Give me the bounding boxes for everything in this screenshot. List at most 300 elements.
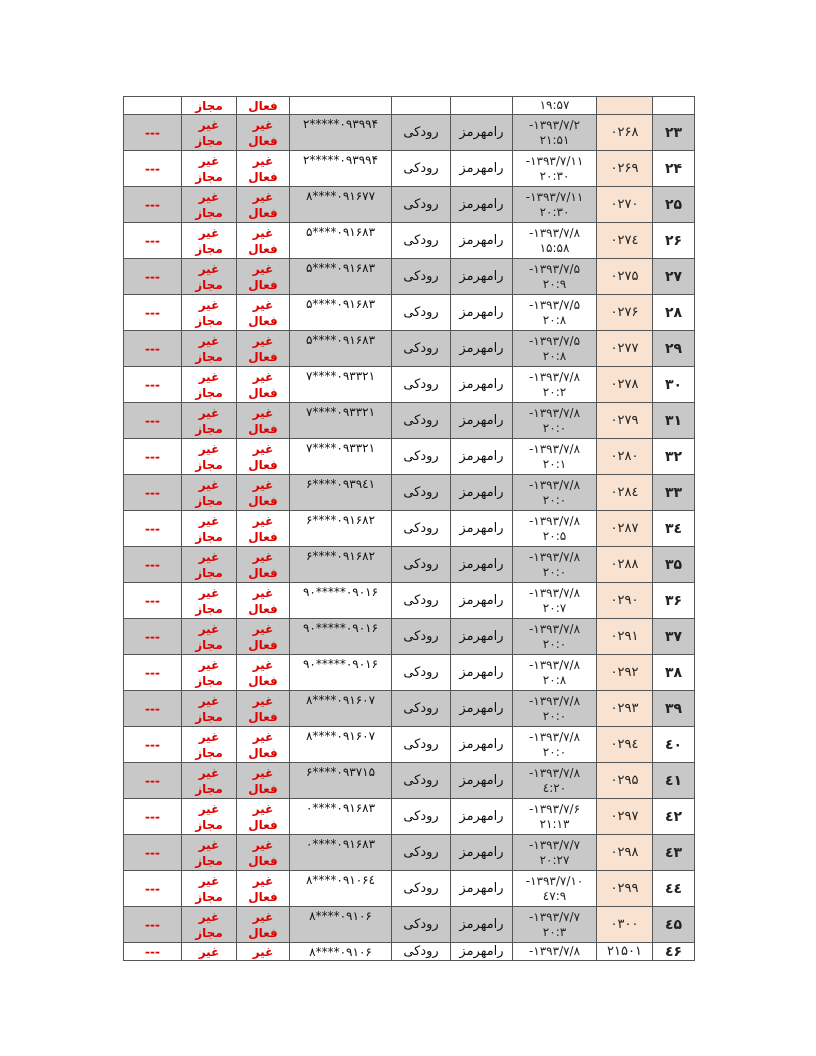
- table-row: [124, 583, 695, 619]
- cell-row-number: ۲۷: [653, 259, 695, 295]
- active-status-line2: فعال: [248, 421, 278, 436]
- cell-allowed-status: [182, 763, 237, 799]
- time-text: ۹:٤۷: [542, 888, 567, 903]
- cell-code: ۰۲۸۸: [597, 547, 653, 583]
- time-text: ۲۰:۰: [542, 744, 567, 759]
- active-status-text: فعال: [248, 98, 278, 113]
- cell-city: رامهرمز: [451, 799, 513, 835]
- cell-city: رامهرمز: [451, 763, 513, 799]
- cell-date: [513, 151, 597, 187]
- cell-city: رامهرمز: [451, 151, 513, 187]
- cell-area: رودکی: [392, 439, 451, 475]
- cell-note: ---: [124, 763, 182, 799]
- cell-note: ---: [124, 187, 182, 223]
- cell-phone: ۰۹۰۱۶*****۹۰: [290, 655, 392, 691]
- cell-code: ۲۱۵۰۱: [597, 943, 653, 961]
- cell-date: [513, 187, 597, 223]
- allowed-status-line1: غیر: [198, 909, 220, 924]
- cell-city: رامهرمز: [451, 691, 513, 727]
- cell-allowed-status: [182, 655, 237, 691]
- cell-code: ۰۲۹۰: [597, 583, 653, 619]
- cell-code: ۰۳۰۰: [597, 907, 653, 943]
- table-row: [124, 295, 695, 331]
- cell-note: ---: [124, 655, 182, 691]
- cell-date: [513, 835, 597, 871]
- cell-allowed-status: [182, 547, 237, 583]
- table-row: [124, 403, 695, 439]
- cell-code: ۰۲۷۶: [597, 295, 653, 331]
- cell-note: ---: [124, 223, 182, 259]
- cell-note: ---: [124, 115, 182, 151]
- cell-active-status: [237, 835, 290, 871]
- table-row: [124, 115, 695, 151]
- cell-row-number: ۲۳: [653, 115, 695, 151]
- active-status-line2: فعال: [248, 457, 278, 472]
- cell-area: رودکی: [392, 727, 451, 763]
- cell-phone: ۰۹۱۶۸۳****۵: [290, 223, 392, 259]
- time-text: ۲۰:۸: [542, 348, 567, 363]
- cell-phone: ۰۹۱۶۸۲****۶: [290, 511, 392, 547]
- allowed-status-line2: مجاز: [195, 349, 223, 364]
- cell-active-status: غیر: [237, 943, 290, 961]
- cell-allowed-status: [182, 187, 237, 223]
- active-status-line2: فعال: [248, 637, 278, 652]
- active-status-line2: فعال: [248, 673, 278, 688]
- table-row: [124, 439, 695, 475]
- active-status-line2: فعال: [248, 205, 278, 220]
- time-text: ۲۰:۰: [542, 420, 567, 435]
- cell-code: ۰۲۹۱: [597, 619, 653, 655]
- allowed-status-line1: غیر: [198, 513, 220, 528]
- active-status-line1: غیر: [252, 693, 274, 708]
- cell-allowed-status: غیر: [182, 943, 237, 961]
- cell-row-number: ٤۰: [653, 727, 695, 763]
- cell-active-status: [237, 475, 290, 511]
- cell-date: [513, 619, 597, 655]
- allowed-status-line1: غیر: [198, 621, 220, 636]
- cell-allowed-status: [182, 583, 237, 619]
- active-status-line2: فعال: [248, 349, 278, 364]
- cell-row-number: ٤۳: [653, 835, 695, 871]
- cell-code: ۰۲۷۰: [597, 187, 653, 223]
- time-text: ۲۰:۵: [542, 528, 567, 543]
- cell-phone: ۰۹۳۹۹۴*****۲: [290, 151, 392, 187]
- time-text: ۲۰:۰: [542, 636, 567, 651]
- table-row: [124, 907, 695, 943]
- cell-city: رامهرمز: [451, 871, 513, 907]
- allowed-status-line1: غیر: [198, 369, 220, 384]
- time-text: ۱۵:۵۸: [539, 240, 570, 255]
- active-status-line2: فعال: [248, 601, 278, 616]
- time-text: ۲۰:٤: [542, 780, 567, 795]
- date-text: ۱۳۹۳/۷/۸-: [528, 729, 581, 744]
- cell-date: [513, 331, 597, 367]
- cell-active-status: [237, 763, 290, 799]
- time-text: ۲۱:۵۱: [539, 132, 570, 147]
- allowed-status-line2: مجاز: [195, 673, 223, 688]
- cell-area: رودکی: [392, 691, 451, 727]
- cell-city: رامهرمز: [451, 439, 513, 475]
- allowed-status-line2: مجاز: [195, 169, 223, 184]
- cell-active-status: [237, 511, 290, 547]
- time-text: ۲۰:۳: [542, 924, 567, 939]
- active-status-line2: فعال: [248, 781, 278, 796]
- cell-row-number: ۳۱: [653, 403, 695, 439]
- allowed-status-line1: غیر: [198, 585, 220, 600]
- cell-phone: ۰۹۳۳۲۱****۷: [290, 439, 392, 475]
- allowed-status-line2: مجاز: [195, 133, 223, 148]
- cell-date: [513, 583, 597, 619]
- cell-phone: ۰۹۱۰۶٤****۸: [290, 871, 392, 907]
- active-status-line1: غیر: [252, 873, 274, 888]
- cell-area: رودکی: [392, 115, 451, 151]
- cell-phone: ۰۹۰۱۶*****۹۰: [290, 583, 392, 619]
- allowed-status-line2: مجاز: [195, 529, 223, 544]
- cell-note: ---: [124, 331, 182, 367]
- active-status-line1: غیر: [252, 549, 274, 564]
- cell-active-status: [237, 295, 290, 331]
- cell-code: ۰۲۹٤: [597, 727, 653, 763]
- cell-row-number: ۲۹: [653, 331, 695, 367]
- active-status-line2: فعال: [248, 277, 278, 292]
- cell-phone: [290, 97, 392, 115]
- cell-row-number: ۳۰: [653, 367, 695, 403]
- table-row: [124, 727, 695, 763]
- time-text: ۲۰:۰: [542, 708, 567, 723]
- table-row: [124, 223, 695, 259]
- cell-allowed-status: [182, 727, 237, 763]
- cell-row-number: ۳٤: [653, 511, 695, 547]
- active-status-line1: غیر: [252, 585, 274, 600]
- date-text: ۱۳۹۳/۷/۵-: [528, 333, 581, 348]
- allowed-status-line2: مجاز: [195, 421, 223, 436]
- cell-phone: ۰۹۱۶۸۳****۵: [290, 295, 392, 331]
- cell-date: [513, 511, 597, 547]
- table-row: [124, 187, 695, 223]
- date-text: ۱۳۹۳/۷/۷-: [528, 909, 581, 924]
- table-row: [124, 331, 695, 367]
- cell-allowed-status: [182, 331, 237, 367]
- active-status-line2: فعال: [248, 313, 278, 328]
- cell-note: ---: [124, 799, 182, 835]
- cell-allowed-status: [182, 439, 237, 475]
- active-status-line1: غیر: [252, 117, 274, 132]
- cell-code: ۰۲۹۲: [597, 655, 653, 691]
- active-status-line2: فعال: [248, 925, 278, 940]
- cell-code: ۰۲۹۹: [597, 871, 653, 907]
- cell-date: [513, 97, 597, 115]
- cell-row-number: ٤۵: [653, 907, 695, 943]
- allowed-status-line1: غیر: [198, 225, 220, 240]
- cell-area: رودکی: [392, 403, 451, 439]
- allowed-status-line2: مجاز: [195, 745, 223, 760]
- cell-city: رامهرمز: [451, 223, 513, 259]
- cell-area: رودکی: [392, 871, 451, 907]
- allowed-status-line1: غیر: [198, 837, 220, 852]
- cell-city: رامهرمز: [451, 727, 513, 763]
- time-text: ۲۰:۸: [542, 312, 567, 327]
- cell-code: ۰۲۸۷: [597, 511, 653, 547]
- cell-date: [513, 367, 597, 403]
- cell-area: رودکی: [392, 223, 451, 259]
- cell-phone: ۰۹۳۹٤۱****۶: [290, 475, 392, 511]
- cell-active-status: [237, 547, 290, 583]
- cell-phone: ۰۹۱۰۶****۸: [290, 943, 392, 961]
- cell-date: [513, 871, 597, 907]
- cell-allowed-status: [182, 907, 237, 943]
- cell-note: ---: [124, 583, 182, 619]
- allowed-status-line1: غیر: [198, 693, 220, 708]
- cell-allowed-status: [182, 403, 237, 439]
- cell-note: [124, 97, 182, 115]
- time-text: ۲۰:۳۰: [539, 204, 570, 219]
- active-status-line2: فعال: [248, 709, 278, 724]
- cell-area: [392, 97, 451, 115]
- active-status-line2: فعال: [248, 565, 278, 580]
- active-status-line1: غیر: [252, 225, 274, 240]
- cell-active-status: [237, 403, 290, 439]
- cell-allowed-status: [182, 115, 237, 151]
- cell-row-number: ۲۴: [653, 151, 695, 187]
- cell-row-number: ۳۶: [653, 583, 695, 619]
- date-text: ۱۳۹۳/۷/۸-: [528, 693, 581, 708]
- cell-city: رامهرمز: [451, 835, 513, 871]
- cell-area: رودکی: [392, 259, 451, 295]
- cell-area: رودکی: [392, 511, 451, 547]
- allowed-status-line1: غیر: [198, 729, 220, 744]
- table-row-continuation: [124, 97, 695, 115]
- table-row: [124, 799, 695, 835]
- cell-note: ---: [124, 439, 182, 475]
- active-status-line1: غیر: [252, 297, 274, 312]
- active-status-line2: فعال: [248, 745, 278, 760]
- allowed-status-line1: غیر: [198, 441, 220, 456]
- allowed-status-line1: غیر: [198, 801, 220, 816]
- cell-code: ۰۲۸٤: [597, 475, 653, 511]
- cell-area: رودکی: [392, 583, 451, 619]
- allowed-status-line2: مجاز: [195, 277, 223, 292]
- cell-city: رامهرمز: [451, 907, 513, 943]
- date-text: ۱۳۹۳/۷/۸-: [528, 621, 581, 636]
- cell-area: رودکی: [392, 367, 451, 403]
- cell-note: ---: [124, 871, 182, 907]
- date-text: ۱۳۹۳/۷/۸-: [528, 513, 581, 528]
- cell-active-status: [237, 367, 290, 403]
- table-row: [124, 871, 695, 907]
- cell-row-number: ۲۸: [653, 295, 695, 331]
- cell-row-number: [653, 97, 695, 115]
- cell-date: [513, 439, 597, 475]
- cell-phone: ۰۹۱۶۸۳****۰: [290, 799, 392, 835]
- cell-note: ---: [124, 511, 182, 547]
- cell-city: رامهرمز: [451, 655, 513, 691]
- cell-note: ---: [124, 367, 182, 403]
- allowed-status-line1: غیر: [198, 117, 220, 132]
- active-status-line1: غیر: [252, 477, 274, 492]
- cell-date: [513, 655, 597, 691]
- allowed-status-line2: مجاز: [195, 565, 223, 580]
- time-text: ۲۰:۳۰: [539, 168, 570, 183]
- cell-date: [513, 547, 597, 583]
- allowed-status-line2: مجاز: [195, 205, 223, 220]
- cell-active-status: [237, 223, 290, 259]
- cell-city: رامهرمز: [451, 115, 513, 151]
- cell-phone: ۰۹۱۶۷۷****۸: [290, 187, 392, 223]
- cell-row-number: ٤۶: [653, 943, 695, 961]
- cell-allowed-status: [182, 475, 237, 511]
- cell-code: ۰۲۶۸: [597, 115, 653, 151]
- allowed-status-line1: غیر: [198, 333, 220, 348]
- allowed-status-line2: مجاز: [195, 925, 223, 940]
- cell-phone: ۰۹۱۶۸۳****۰: [290, 835, 392, 871]
- cell-note: ---: [124, 151, 182, 187]
- cell-phone: ۰۹۱۰۶****۸: [290, 907, 392, 943]
- table-row: [124, 763, 695, 799]
- allowed-status-line2: مجاز: [195, 637, 223, 652]
- allowed-status-line2: مجاز: [195, 457, 223, 472]
- cell-note: ---: [124, 907, 182, 943]
- cell-active-status: [237, 691, 290, 727]
- cell-city: رامهرمز: [451, 943, 513, 961]
- date-text: ۱۳۹۳/۷/۷-: [528, 837, 581, 852]
- active-status-line1: غیر: [252, 513, 274, 528]
- active-status-line2: فعال: [248, 529, 278, 544]
- active-status-line2: فعال: [248, 493, 278, 508]
- date-text: ۱۳۹۳/۷/۸-: [528, 549, 581, 564]
- cell-date: [513, 475, 597, 511]
- cell-date: [513, 799, 597, 835]
- cell-area: رودکی: [392, 655, 451, 691]
- allowed-status-line2: مجاز: [195, 601, 223, 616]
- active-status-line1: غیر: [252, 261, 274, 276]
- cell-allowed-status: [182, 367, 237, 403]
- cell-allowed-status: [182, 259, 237, 295]
- cell-active-status: [237, 439, 290, 475]
- date-text: ۱۳۹۳/۷/۵-: [528, 261, 581, 276]
- table-row: [124, 259, 695, 295]
- date-text: ۱۳۹۳/۷/۸-: [528, 225, 581, 240]
- cell-phone: ۰۹۰۱۶*****۹۰: [290, 619, 392, 655]
- active-status-line1: غیر: [252, 621, 274, 636]
- cell-note: ---: [124, 295, 182, 331]
- cell-row-number: ۳۲: [653, 439, 695, 475]
- cell-active-status: [237, 97, 290, 115]
- cell-active-status: [237, 151, 290, 187]
- allowed-status-line1: غیر: [198, 189, 220, 204]
- cell-city: رامهرمز: [451, 403, 513, 439]
- cell-allowed-status: [182, 691, 237, 727]
- active-status-line1: غیر: [252, 729, 274, 744]
- active-status-line1: غیر: [252, 153, 274, 168]
- cell-code: ۰۲۶۹: [597, 151, 653, 187]
- date-time-text: ۱۹:۵۷: [539, 98, 570, 112]
- cell-city: رامهرمز: [451, 295, 513, 331]
- cell-row-number: ٤۲: [653, 799, 695, 835]
- cell-allowed-status: [182, 511, 237, 547]
- cell-note: ---: [124, 691, 182, 727]
- table-row: [124, 547, 695, 583]
- cell-allowed-status: [182, 835, 237, 871]
- allowed-status-line1: غیر: [198, 405, 220, 420]
- cell-phone: ۰۹۳۷۱۵****۶: [290, 763, 392, 799]
- table-row-partial: [124, 943, 695, 961]
- cell-code: ۰۲۹۷: [597, 799, 653, 835]
- allowed-status-line1: غیر: [198, 657, 220, 672]
- cell-row-number: ۲۶: [653, 223, 695, 259]
- allowed-status-line2: مجاز: [195, 493, 223, 508]
- cell-code: ۰۲۸۰: [597, 439, 653, 475]
- cell-area: رودکی: [392, 943, 451, 961]
- cell-allowed-status: [182, 151, 237, 187]
- time-text: ۲۰:۱: [542, 456, 567, 471]
- active-status-line2: فعال: [248, 169, 278, 184]
- date-text: ۱۳۹۳/۷/۱۰-: [525, 873, 584, 888]
- cell-area: رودکی: [392, 151, 451, 187]
- cell-code: ۰۲۷۹: [597, 403, 653, 439]
- date-text: ۱۳۹۳/۷/۸-: [528, 765, 581, 780]
- cell-allowed-status: [182, 619, 237, 655]
- time-text: ۲۱:۱۳: [539, 816, 570, 831]
- cell-city: رامهرمز: [451, 331, 513, 367]
- cell-row-number: ۲۵: [653, 187, 695, 223]
- cell-city: [451, 97, 513, 115]
- cell-area: رودکی: [392, 799, 451, 835]
- cell-code: ۰۲۷۸: [597, 367, 653, 403]
- active-status-line1: غیر: [252, 909, 274, 924]
- date-text: ۱۳۹۳/۷/۸-: [528, 585, 581, 600]
- time-text: ۲۰:۹: [542, 276, 567, 291]
- cell-note: ---: [124, 259, 182, 295]
- date-text: ۱۳۹۳/۷/۶-: [528, 801, 581, 816]
- table-row: [124, 151, 695, 187]
- cell-city: رامهرمز: [451, 547, 513, 583]
- cell-area: رودکی: [392, 475, 451, 511]
- cell-active-status: [237, 583, 290, 619]
- cell-active-status: [237, 259, 290, 295]
- cell-active-status: [237, 907, 290, 943]
- cell-area: رودکی: [392, 763, 451, 799]
- active-status-line2: فعال: [248, 817, 278, 832]
- cell-date: [513, 907, 597, 943]
- cell-area: رودکی: [392, 295, 451, 331]
- active-status-line1: غیر: [252, 333, 274, 348]
- cell-active-status: [237, 115, 290, 151]
- cell-allowed-status: [182, 799, 237, 835]
- cell-active-status: [237, 331, 290, 367]
- cell-phone: ۰۹۱۶۸۳****۵: [290, 259, 392, 295]
- date-text: ۱۳۹۳/۷/۸-: [528, 369, 581, 384]
- allowed-status-line1: غیر: [198, 477, 220, 492]
- active-status-line2: فعال: [248, 853, 278, 868]
- cell-note: ---: [124, 619, 182, 655]
- cell-row-number: ۳۳: [653, 475, 695, 511]
- active-status-line1: غیر: [252, 837, 274, 852]
- cell-phone: ۰۹۱۶۸۳****۵: [290, 331, 392, 367]
- cell-row-number: ۳۵: [653, 547, 695, 583]
- cell-note: ---: [124, 835, 182, 871]
- cell-note: ---: [124, 727, 182, 763]
- table-row: [124, 691, 695, 727]
- allowed-status-line1: غیر: [198, 261, 220, 276]
- allowed-status-line1: غیر: [198, 549, 220, 564]
- cell-phone: ۰۹۳۹۹۴*****۲: [290, 115, 392, 151]
- cell-active-status: [237, 799, 290, 835]
- active-status-line1: غیر: [252, 405, 274, 420]
- active-status-line2: فعال: [248, 133, 278, 148]
- cell-code: ۰۲۹۸: [597, 835, 653, 871]
- active-status-line1: غیر: [252, 189, 274, 204]
- time-text: ۲۰:۰: [542, 492, 567, 507]
